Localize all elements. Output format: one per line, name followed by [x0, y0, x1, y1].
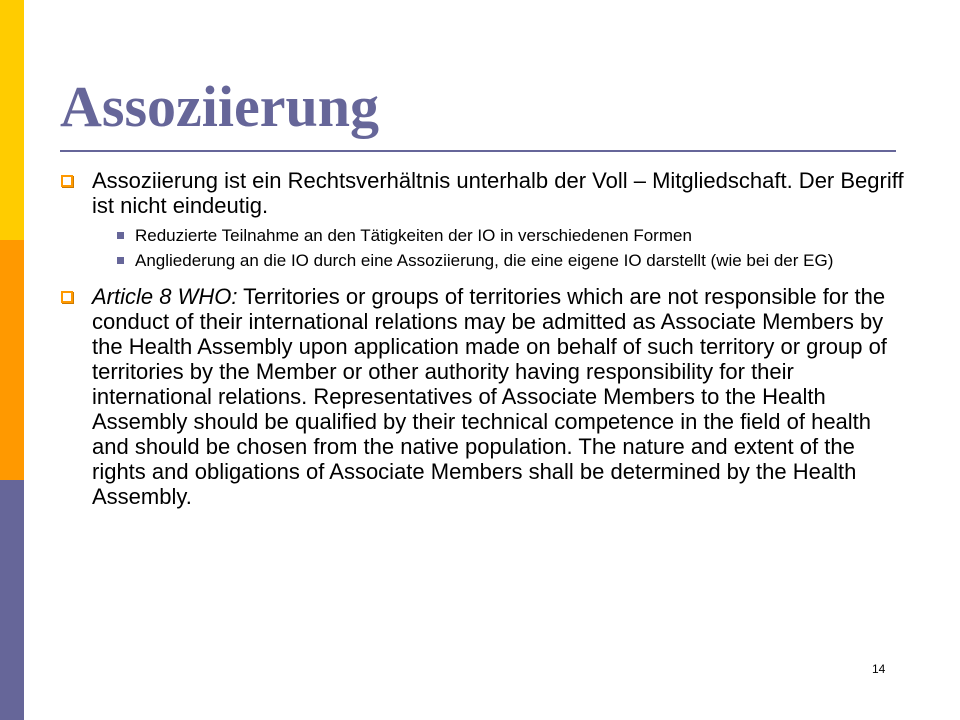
filled-square-bullet-icon	[117, 257, 124, 264]
sub-bullet-list	[92, 226, 910, 271]
bullet-item	[60, 284, 910, 509]
accent-bar-orange	[0, 240, 24, 480]
bullet-text: Territories or groups of territories which are not responsible for the conduct of their international relations may be admitted as Associate Members by the Health Assembly upon application made on behalf of such territory or group of territories by the Member or other authority having responsibility for their international relations. Representatives of Associate Members to the Health Assembly should be qualified by their technical competence in the field of health and should be chosen from the native population. The nature and extent of the rights and obligations of Associate Members shall be determined by the Health Assembly.	[92, 284, 887, 509]
accent-bar-yellow	[0, 0, 24, 240]
page-number: 14	[872, 662, 886, 676]
hollow-square-bullet-icon	[61, 291, 73, 303]
bullet-lead-italic: Article 8 WHO:	[92, 284, 238, 309]
sub-bullet-item	[92, 226, 910, 246]
title-underline	[60, 150, 896, 152]
slide-content	[60, 168, 910, 509]
sub-bullet-item	[92, 251, 910, 271]
slide-title: Assoziierung	[60, 74, 379, 139]
filled-square-bullet-icon	[117, 232, 124, 239]
sub-bullet-text: Angliederung an die IO durch eine Assoziierung, die eine eigene IO darstellt (wie bei der EG)	[135, 251, 834, 270]
bullet-item	[60, 168, 910, 271]
sub-bullet-text: Reduzierte Teilnahme an den Tätigkeiten der IO in verschiedenen Formen	[135, 226, 692, 245]
bullet-text: Assoziierung ist ein Rechtsverhältnis unterhalb der Voll – Mitgliedschaft. Der Begriff ist nicht eindeutig.	[92, 168, 904, 218]
accent-bar-purple	[0, 480, 24, 720]
hollow-square-bullet-icon	[61, 175, 73, 187]
